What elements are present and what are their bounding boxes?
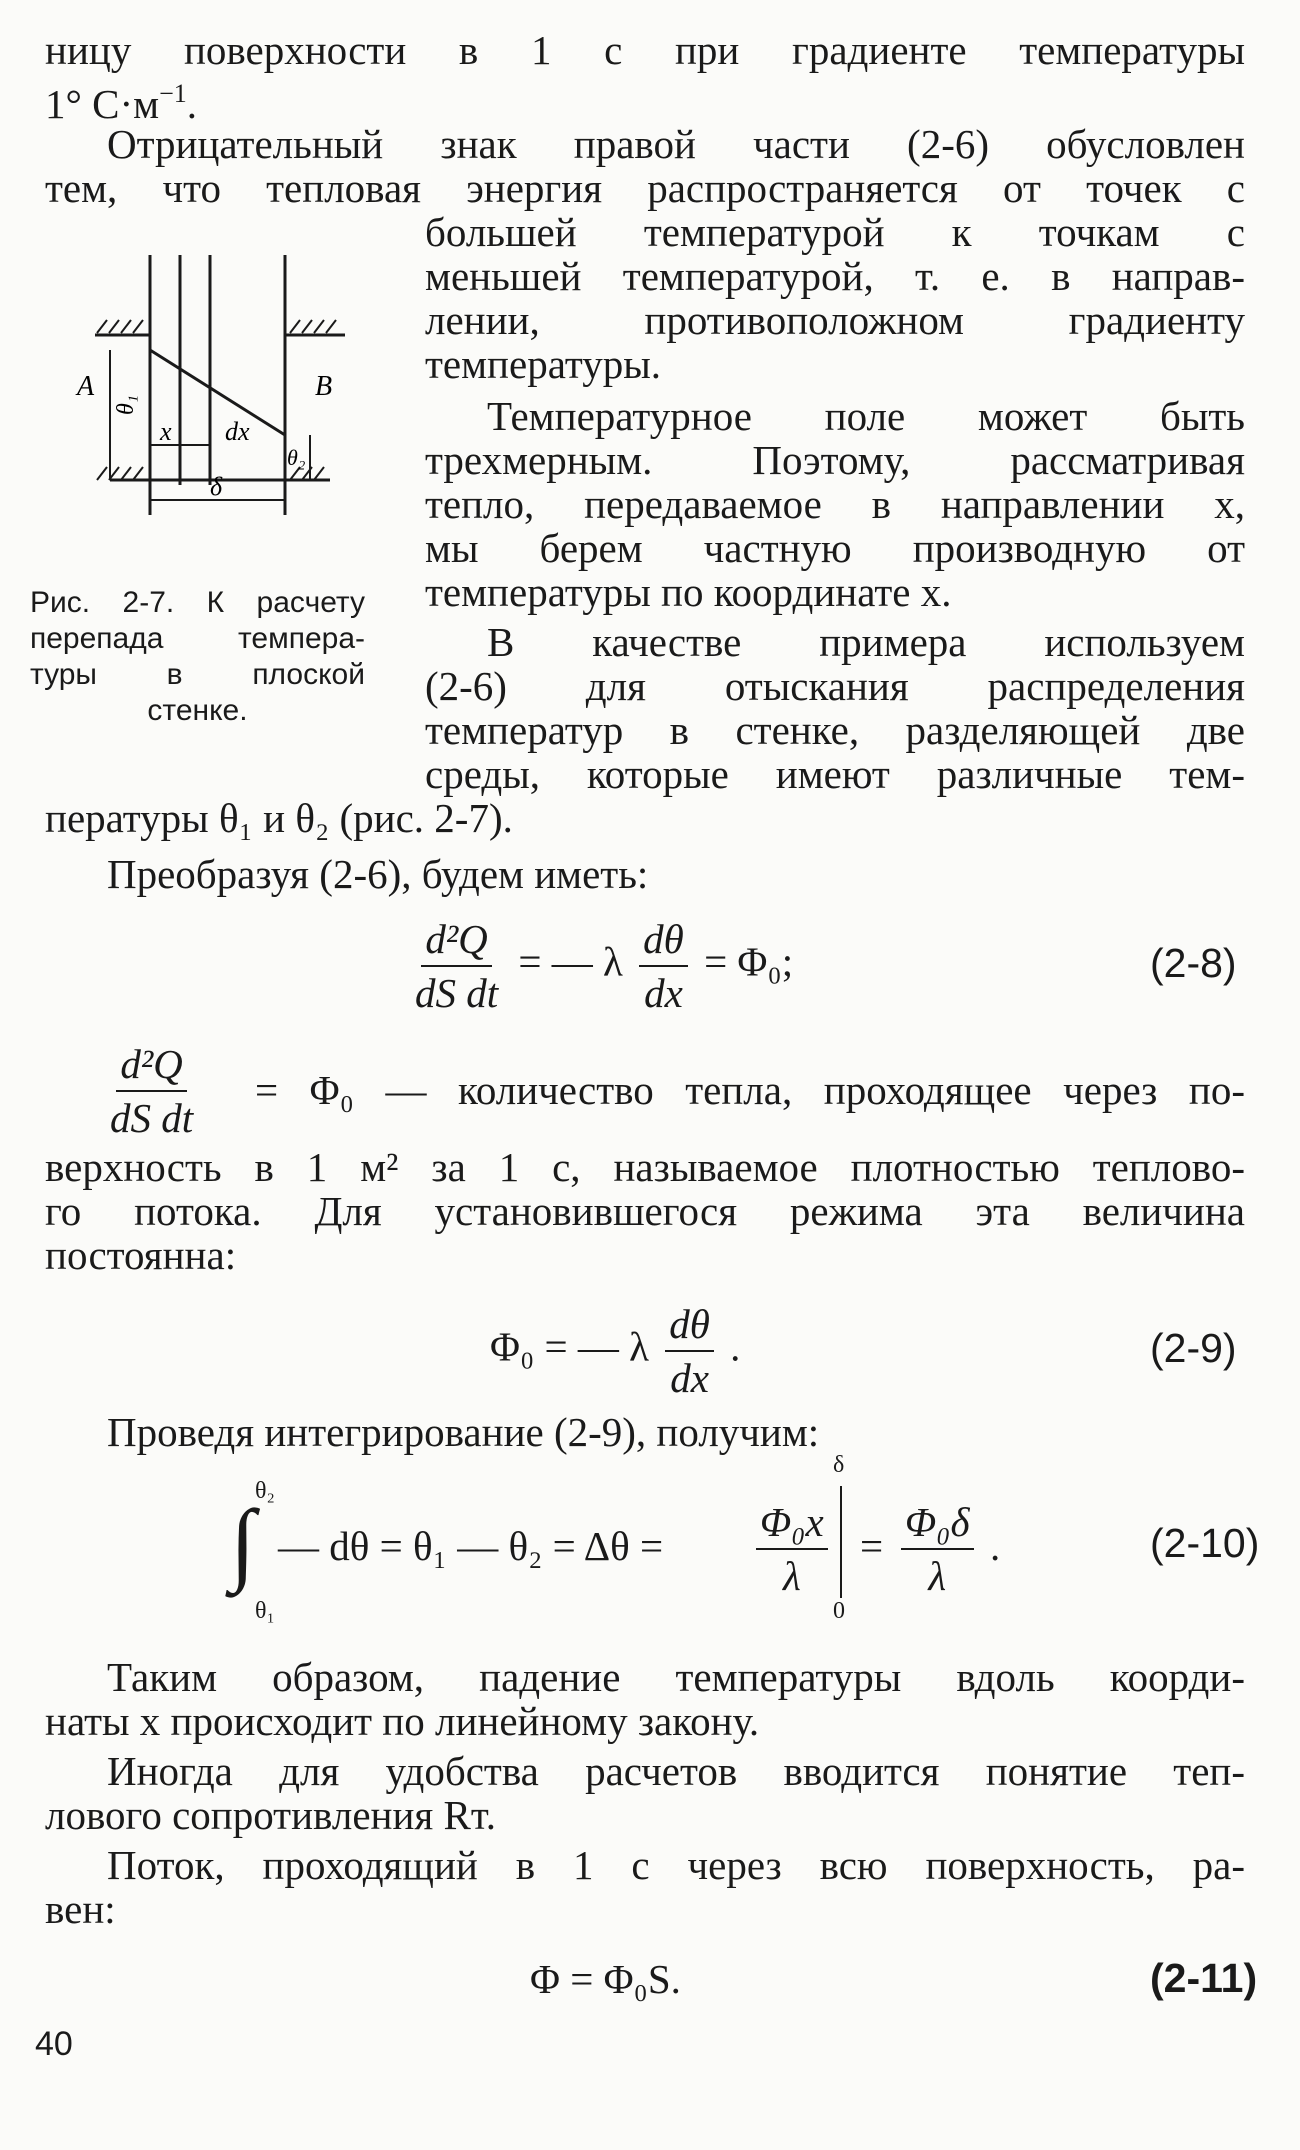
para9-line2: лового сопротивления Rт. <box>45 1792 496 1838</box>
para6-line3: го потока. Для установившегося режима эта величина <box>45 1188 1245 1234</box>
para3-line4: мы берем частную производную от <box>425 525 1245 571</box>
para2-line1: Отрицательный знак правой части (2-6) обусловлен <box>107 121 1245 167</box>
para3-line5: температуры по координате x. <box>425 569 952 615</box>
eq10-end: . <box>990 1523 1001 1569</box>
para1-exponent: −1 <box>159 79 187 108</box>
para4-line1: В качестве примера используем <box>487 619 1245 665</box>
para7: Проведя интегрирование (2-9), получим: <box>107 1409 820 1455</box>
para6-fraction-line <box>100 1040 203 1142</box>
equation-2-11: Φ = Φ₀S. <box>530 1956 681 2002</box>
eq9-end: . <box>730 1323 741 1370</box>
para4-line2: (2-6) для отыскания распределения <box>425 663 1245 709</box>
eq10-lower-limit: θ₁ <box>255 1598 275 1624</box>
figure-caption <box>30 585 365 729</box>
label-theta2: θ₂ <box>287 445 306 470</box>
para2-line2: тем, что тепловая энергия распространяется от точек с <box>45 165 1245 211</box>
para6-num: d²Q <box>116 1040 186 1092</box>
eq10-label: (2-10) <box>1150 1520 1260 1566</box>
page-number: 40 <box>35 2025 73 2063</box>
wall-diagram-figure <box>75 255 375 555</box>
eq8-end: = Φ₀; <box>704 938 794 985</box>
eq10-num2: Φ₀δ <box>901 1498 974 1550</box>
eq10-bar-lower: 0 <box>833 1598 845 1624</box>
para6-den: dS dt <box>110 1095 194 1141</box>
para10-line1: Поток, проходящий в 1 с через всю поверхность, ра- <box>107 1842 1245 1888</box>
eq9-lhs: Φ₀ = — λ <box>490 1323 650 1370</box>
para3-line1: Температурное поле может быть <box>487 393 1245 439</box>
para4-line3: температур в стенке, разделяющей две <box>425 707 1245 753</box>
eq9-num: dθ <box>665 1300 714 1352</box>
para1-line2 <box>45 72 1245 126</box>
para5: Преобразуя (2-6), будем иметь: <box>107 851 649 897</box>
para10-line2: вен: <box>45 1886 116 1932</box>
para2-wrap-2: меньшей температурой, т. е. в направ- <box>425 253 1245 299</box>
eq10-frac1 <box>756 1498 828 1600</box>
eq11-label: (2-11) <box>1150 1955 1258 2001</box>
eq10-integrand: — dθ = θ₁ — θ₂ = Δθ = <box>278 1523 664 1569</box>
eq8-num2: dθ <box>639 915 688 967</box>
para9-line1: Иногда для удобства расчетов вводится понятие теп- <box>107 1748 1245 1794</box>
caption-line-2: перепада темпера- <box>30 622 365 655</box>
eq8-frac2 <box>639 915 688 1017</box>
label-a: A <box>77 371 95 402</box>
caption-line-1: Рис. 2-7. К расчету <box>30 586 365 619</box>
para1-period: . <box>186 81 198 127</box>
para4-line4: среды, которые имеют различные тем- <box>425 751 1245 797</box>
eq8-label: (2-8) <box>1150 940 1237 986</box>
equation-2-8 <box>405 915 793 1017</box>
eq10-bar-upper: δ <box>833 1452 845 1478</box>
para8-line2: наты x происходит по линейному закону. <box>45 1698 760 1744</box>
para6-frac <box>106 1040 197 1142</box>
caption-line-3: туры в плоской <box>30 658 365 691</box>
eq10-den2: λ <box>928 1553 947 1599</box>
eq10-upper-limit: θ₂ <box>255 1478 275 1504</box>
equation-2-10 <box>230 1452 1030 1628</box>
eq10-num1: Φ₀x <box>756 1498 828 1550</box>
eq9-den: dx <box>670 1355 709 1401</box>
para1-line1: ницу поверхности в 1 с при градиенте температуры <box>45 27 1245 73</box>
para3-line2: трехмерным. Поэтому, рассматривая <box>425 437 1245 483</box>
para6-line1: = Φ₀ — количество тепла, проходящее через по- <box>255 1067 1245 1113</box>
label-delta: δ <box>210 472 223 501</box>
para8-line1: Таким образом, падение температуры вдоль коорди- <box>107 1654 1245 1700</box>
para6-line2: верхность в 1 м² за 1 с, называемое плотностью теплово- <box>45 1144 1245 1190</box>
eq8-mid: = — λ <box>518 938 623 985</box>
eq8-den1: dS dt <box>415 970 499 1016</box>
para2-wrap-1: большей температурой к точкам с <box>425 209 1245 255</box>
eq8-num1: d²Q <box>421 915 491 967</box>
label-dx: dx <box>225 417 250 446</box>
label-theta1: θ₁ <box>113 394 139 415</box>
para1-unit: 1° С·м <box>45 81 160 127</box>
eq10-frac2 <box>901 1498 974 1600</box>
eq9-label: (2-9) <box>1150 1325 1237 1371</box>
label-b: B <box>315 371 333 402</box>
eq10-eval-bar <box>840 1486 842 1598</box>
para3-line3: тепло, передаваемое в направлении x, <box>425 481 1245 527</box>
caption-line-4: стенке. <box>147 694 248 727</box>
eq10-equals: = <box>860 1523 884 1569</box>
para6-line4: постоянна: <box>45 1232 237 1278</box>
para2-wrap-3: лении, противоположном градиенту <box>425 297 1245 343</box>
eq9-frac <box>665 1300 714 1402</box>
eq8-den2: dx <box>644 970 683 1016</box>
integral-sign: ∫ <box>230 1491 256 1593</box>
equation-2-9 <box>490 1300 740 1402</box>
para2-wrap-4: температуры. <box>425 341 662 387</box>
eq10-den1: λ <box>782 1553 801 1599</box>
para4-end: пературы θ₁ и θ₂ (рис. 2-7). <box>45 795 513 841</box>
label-x: x <box>160 417 172 446</box>
eq8-frac1 <box>411 915 502 1017</box>
